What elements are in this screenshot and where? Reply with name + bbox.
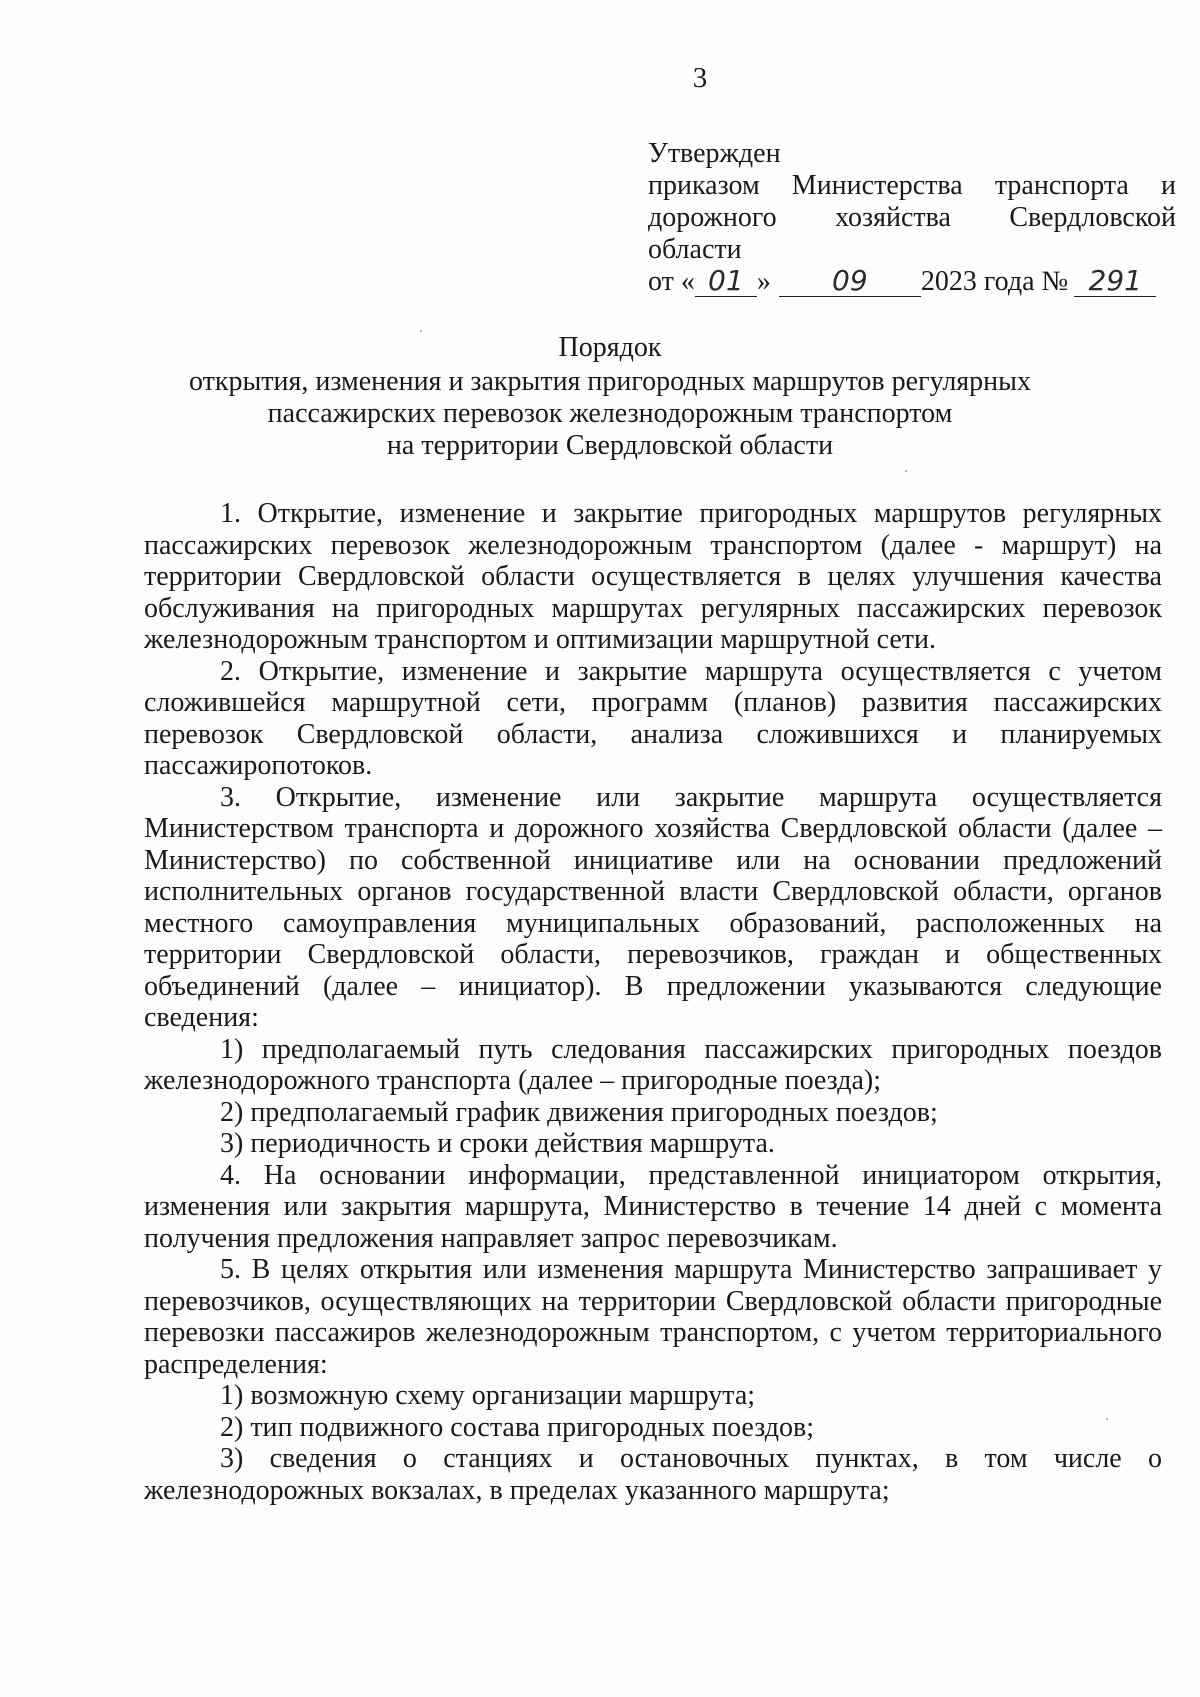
- title-heading: Порядок: [558, 332, 662, 363]
- order-number-blank: [1074, 264, 1156, 297]
- paragraph-5-item-2: 2) тип подвижного состава пригородных поездов;: [220, 1411, 815, 1443]
- document-body: [144, 498, 1162, 1506]
- approval-line-3: дорожного хозяйства Свердловской: [648, 202, 1176, 233]
- approval-line-4: области: [648, 234, 742, 265]
- order-number-handwritten: 291: [1088, 264, 1142, 297]
- title-line-1: открытия, изменения и закрытия пригородных маршрутов регулярных: [189, 366, 1031, 397]
- approval-date-line: [648, 266, 1176, 298]
- paragraph-1: 1. Открытие, изменение и закрытие пригородных маршрутов регулярных пассажирских перевозок железнодорожным транспортом (далее - маршрут) на территории Свердловской области осуществляется в целях улучшения качества обслуживания на пригородных маршрутах регулярных пассажирских перевозок железнодорожным транспортом и оптимизации маршрутной сети.: [144, 498, 1162, 655]
- scan-speck: [905, 470, 907, 472]
- approval-block: [648, 138, 1176, 298]
- date-mid: »: [756, 266, 771, 297]
- paragraph-2: 2. Открытие, изменение и закрытие маршрута осуществляется с учетом сложившейся маршрутной сети, программ (планов) развития пассажирских перевозок Свердловской области, анализа сложившихся и планируемых пассажиропотоков.: [144, 655, 1162, 781]
- paragraph-3-item-3: 3) периодичность и сроки действия маршрута.: [220, 1128, 775, 1159]
- title-line-2: пассажирских перевозок железнодорожным транспортом: [267, 398, 953, 429]
- scan-speck: [420, 330, 422, 332]
- scan-speck: [1106, 1418, 1108, 1420]
- paragraph-5-item-3: 3) сведения о станциях и остановочных пунктах, в том числе о железнодорожных вокзалах, в пределах указанного маршрута;: [144, 1443, 1162, 1506]
- document-title: [180, 332, 1040, 462]
- date-year-text: 2023 года №: [920, 266, 1069, 297]
- approval-line-2: приказом Министерства транспорта и: [648, 170, 1176, 201]
- date-day-handwritten: 01: [708, 264, 744, 297]
- paragraph-4: 4. На основании информации, представленной инициатором открытия, изменения или закрытия маршрута, Министерство в течение 14 дней с момента получения предложения направляет запрос перевозчикам.: [144, 1159, 1162, 1254]
- paragraph-5-item-1: 1) возможную схему организации маршрута;: [220, 1380, 756, 1411]
- paragraph-3-item-2: 2) предполагаемый график движения пригородных поездов;: [220, 1096, 938, 1128]
- title-line-3: на территории Свердловской области: [386, 430, 834, 461]
- paragraph-3: 3. Открытие, изменение или закрытие маршрута осуществляется Министерством транспорта и дорожного хозяйства Свердловской области (далее – Министерство) по собственной инициативе или на основании предложений исполнительных органов государственной власти Свердловской области, органов местного самоуправления муниципальных образований, расположенных на территории Свердловской области, перевозчиков, граждан и общественных объединений (далее – инициатор). В предложении указываются следующие сведения:: [144, 781, 1162, 1033]
- date-month-blank: [779, 264, 921, 297]
- date-day-blank: [695, 264, 757, 297]
- page-number: 3: [692, 62, 708, 94]
- approval-line-1: Утвержден: [648, 138, 781, 169]
- paragraph-3-item-1: 1) предполагаемый путь следования пассажирских пригородных поездов железнодорожного транспорта (далее – пригородные поезда);: [144, 1033, 1162, 1096]
- paragraph-5: 5. В целях открытия или изменения маршрута Министерство запрашивает у перевозчиков, осуществляющих на территории Свердловской области пригородные перевозки пассажиров железнодорожным транспортом, с учетом территориального распределения:: [144, 1254, 1162, 1380]
- date-prefix: от «: [648, 266, 695, 297]
- date-month-handwritten: 09: [832, 264, 868, 297]
